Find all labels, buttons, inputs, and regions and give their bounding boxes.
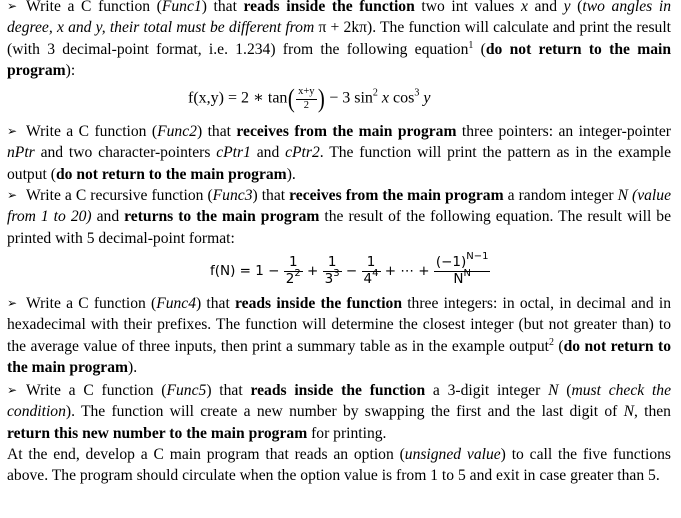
equation-func3: f(N) = 1 − $\frac{1}{2^2}$ + $\frac{1}{3^3}$ − $\frac{1}{4^4}$ + ⋯ + $\frac{(-1)^{N-1}}{N^N}$ [210,251,489,287]
func3-description: ➢ Write a C recursive function (Func3) that receives from the main program a random integer N (value from 1 to 20) and returns to the main program the result of the following equation. The result will be printed with 5 decimal-point format: [7,187,671,247]
func5-description: ➢ Write a C function (Func5) that reads inside the function a 3-digit integer N (must check the condition). The function will create a new number by swapping the first and the last digit of N, then return this new number to the main program for printing. [7,382,672,442]
bullet-arrow-icon: ➢ [7,124,18,138]
footnote-marker: 2 [549,336,555,348]
fraction: $\frac{x+y}{2}$ [298,86,315,111]
func4-description: ➢ Write a C function (Func4) that reads inside the function three integers: in octal, in decimal and in hexadecimal with their prefixes. The function will determine the closest integer (but not greater than) to the average value of three inputs, then print a summary table as in the example output$^2$ (do not return to the main program). [7,295,671,377]
fraction: $\frac{1}{4^4}$ [363,254,379,287]
bullet-arrow-icon: ➢ [7,188,18,202]
equation-func1: f(x,y) = 2 ∗ tan( $\frac{x+y}{2}$ ) − 3 $\sin^2 x$ $\cos^3 y$ [188,84,431,113]
bullet-arrow-icon: ➢ [7,296,18,310]
main-program-description: At the end, develop a C main program that reads an option (unsigned value) to call the five functions above. The program should circulate when the option value is from 1 to 5 and exit in case greater than 5. [7,446,671,485]
fraction: $\frac{(-1)^{N-1}}{N^N}$ [435,251,489,287]
bullet-arrow-icon: ➢ [7,383,18,397]
fraction: $\frac{1}{2^2}$ [285,254,301,287]
footnote-marker: 1 [468,39,474,51]
func2-description: ➢ Write a C function (Func2) that receives from the main program three pointers: an integer-pointer nPtr and two character-pointers cPtr1 and cPtr2. The function will print the pattern as in the example output (do not return to the main program). [7,123,671,183]
bullet-arrow-icon: ➢ [7,0,18,13]
fraction: $\frac{1}{3^3}$ [324,254,340,287]
func1-description: ➢ Write a C function (Func1) that reads inside the function two int values x and y (two angles in degree, x and y, their total must be different from π + 2kπ). The function will calculate and print the result (with 3 decimal-point format, i.e. 1.234) from the following equation$^1$ (do not return to the main program): [7,0,671,82]
